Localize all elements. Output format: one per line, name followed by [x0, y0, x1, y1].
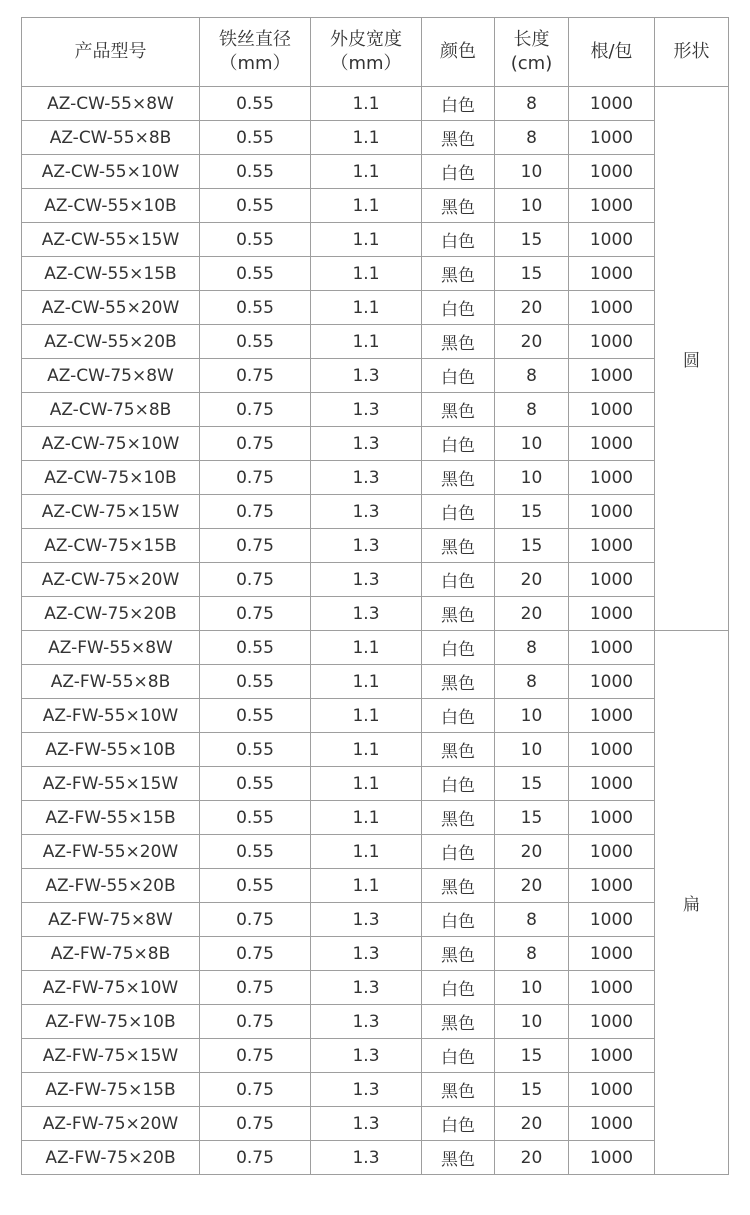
cell-jacket-width: 1.1	[311, 223, 422, 257]
cell-jacket-width: 1.1	[311, 801, 422, 835]
table-row	[22, 257, 729, 291]
cell-wire-diameter: 0.55	[200, 801, 311, 835]
cell-wire-diameter: 0.75	[200, 427, 311, 461]
cell-color: 白色	[422, 495, 495, 529]
cell-pcs-per-pack: 1000	[569, 223, 655, 257]
header-model-line: 产品型号	[74, 41, 147, 62]
cell-pcs-per-pack: 1000	[569, 189, 655, 223]
table-row	[22, 223, 729, 257]
cell-length: 10	[495, 155, 569, 189]
table-row	[22, 903, 729, 937]
cell-jacket-width: 1.1	[311, 631, 422, 665]
cell-pcs-per-pack: 1000	[569, 631, 655, 665]
cell-model: AZ-CW-75×15W	[22, 495, 200, 529]
header-wire-diameter-line: 铁丝直径	[219, 29, 291, 50]
cell-length: 8	[495, 87, 569, 121]
cell-model: AZ-FW-75×8W	[22, 903, 200, 937]
cell-length: 20	[495, 325, 569, 359]
cell-length: 20	[495, 1107, 569, 1141]
cell-pcs-per-pack: 1000	[569, 971, 655, 1005]
cell-wire-diameter: 0.55	[200, 835, 311, 869]
cell-length: 15	[495, 767, 569, 801]
cell-model: AZ-FW-55×15W	[22, 767, 200, 801]
cell-color: 黑色	[422, 665, 495, 699]
cell-color: 黑色	[422, 325, 495, 359]
cell-wire-diameter: 0.75	[200, 393, 311, 427]
cell-pcs-per-pack: 1000	[569, 155, 655, 189]
cell-pcs-per-pack: 1000	[569, 325, 655, 359]
cell-wire-diameter: 0.75	[200, 937, 311, 971]
cell-length: 8	[495, 359, 569, 393]
cell-jacket-width: 1.3	[311, 427, 422, 461]
table-row	[22, 325, 729, 359]
table-row	[22, 359, 729, 393]
cell-jacket-width: 1.3	[311, 971, 422, 1005]
cell-length: 8	[495, 121, 569, 155]
table-row	[22, 189, 729, 223]
cell-length: 10	[495, 427, 569, 461]
cell-length: 15	[495, 529, 569, 563]
cell-wire-diameter: 0.55	[200, 291, 311, 325]
cell-length: 20	[495, 869, 569, 903]
table-row	[22, 869, 729, 903]
cell-jacket-width: 1.1	[311, 121, 422, 155]
cell-model: AZ-CW-55×8B	[22, 121, 200, 155]
cell-length: 20	[495, 835, 569, 869]
cell-pcs-per-pack: 1000	[569, 665, 655, 699]
cell-wire-diameter: 0.75	[200, 1039, 311, 1073]
cell-length: 8	[495, 665, 569, 699]
cell-length: 8	[495, 631, 569, 665]
cell-pcs-per-pack: 1000	[569, 767, 655, 801]
cell-color: 白色	[422, 563, 495, 597]
table-row	[22, 393, 729, 427]
cell-wire-diameter: 0.55	[200, 189, 311, 223]
header-jacket-width	[311, 18, 422, 87]
cell-wire-diameter: 0.75	[200, 1141, 311, 1175]
header-length-line: (cm)	[510, 53, 553, 74]
cell-length: 20	[495, 563, 569, 597]
table-row	[22, 1107, 729, 1141]
cell-length: 15	[495, 223, 569, 257]
cell-color: 黑色	[422, 257, 495, 291]
table-row	[22, 937, 729, 971]
cell-pcs-per-pack: 1000	[569, 427, 655, 461]
cell-length: 10	[495, 461, 569, 495]
cell-jacket-width: 1.1	[311, 155, 422, 189]
cell-wire-diameter: 0.75	[200, 529, 311, 563]
cell-wire-diameter: 0.55	[200, 223, 311, 257]
cell-model: AZ-FW-75×15W	[22, 1039, 200, 1073]
cell-pcs-per-pack: 1000	[569, 461, 655, 495]
cell-pcs-per-pack: 1000	[569, 1005, 655, 1039]
table-row	[22, 155, 729, 189]
cell-wire-diameter: 0.75	[200, 1107, 311, 1141]
cell-jacket-width: 1.1	[311, 699, 422, 733]
cell-pcs-per-pack: 1000	[569, 597, 655, 631]
cell-color: 黑色	[422, 1005, 495, 1039]
cell-pcs-per-pack: 1000	[569, 495, 655, 529]
cell-wire-diameter: 0.55	[200, 155, 311, 189]
cell-color: 白色	[422, 631, 495, 665]
cell-jacket-width: 1.1	[311, 869, 422, 903]
cell-jacket-width: 1.3	[311, 1005, 422, 1039]
cell-length: 20	[495, 597, 569, 631]
cell-model: AZ-FW-55×8W	[22, 631, 200, 665]
cell-jacket-width: 1.3	[311, 937, 422, 971]
cell-pcs-per-pack: 1000	[569, 733, 655, 767]
cell-jacket-width: 1.3	[311, 529, 422, 563]
cell-model: AZ-FW-75×10B	[22, 1005, 200, 1039]
cell-jacket-width: 1.1	[311, 189, 422, 223]
cell-jacket-width: 1.3	[311, 495, 422, 529]
cell-color: 黑色	[422, 937, 495, 971]
table-row	[22, 427, 729, 461]
cell-wire-diameter: 0.75	[200, 563, 311, 597]
cell-jacket-width: 1.3	[311, 903, 422, 937]
cell-model: AZ-CW-75×20B	[22, 597, 200, 631]
cell-model: AZ-FW-55×10W	[22, 699, 200, 733]
cell-wire-diameter: 0.55	[200, 325, 311, 359]
cell-wire-diameter: 0.75	[200, 597, 311, 631]
cell-wire-diameter: 0.75	[200, 903, 311, 937]
cell-model: AZ-FW-55×20W	[22, 835, 200, 869]
cell-pcs-per-pack: 1000	[569, 87, 655, 121]
cell-pcs-per-pack: 1000	[569, 1073, 655, 1107]
cell-wire-diameter: 0.55	[200, 767, 311, 801]
header-wire-diameter-line: （mm）	[219, 53, 291, 74]
header-pcs-per-pack-line: 根/包	[590, 41, 633, 62]
cell-color: 黑色	[422, 801, 495, 835]
cell-color: 白色	[422, 1107, 495, 1141]
cell-color: 白色	[422, 87, 495, 121]
header-pcs-per-pack	[569, 18, 655, 87]
cell-model: AZ-FW-55×8B	[22, 665, 200, 699]
table-row	[22, 563, 729, 597]
cell-model: AZ-FW-75×8B	[22, 937, 200, 971]
header-color-line: 颜色	[440, 41, 476, 62]
table-row	[22, 495, 729, 529]
cell-wire-diameter: 0.75	[200, 359, 311, 393]
cell-jacket-width: 1.1	[311, 665, 422, 699]
cell-model: AZ-CW-55×8W	[22, 87, 200, 121]
cell-model: AZ-FW-75×20W	[22, 1107, 200, 1141]
cell-color: 黑色	[422, 1141, 495, 1175]
cell-length: 20	[495, 1141, 569, 1175]
header-shape	[655, 18, 729, 87]
cell-jacket-width: 1.1	[311, 733, 422, 767]
header-shape-line: 形状	[673, 41, 710, 62]
cell-pcs-per-pack: 1000	[569, 801, 655, 835]
cell-pcs-per-pack: 1000	[569, 529, 655, 563]
cell-model: AZ-CW-75×10B	[22, 461, 200, 495]
cell-color: 白色	[422, 155, 495, 189]
cell-wire-diameter: 0.75	[200, 461, 311, 495]
table-row	[22, 835, 729, 869]
cell-pcs-per-pack: 1000	[569, 393, 655, 427]
cell-length: 15	[495, 1073, 569, 1107]
header-length	[495, 18, 569, 87]
cell-wire-diameter: 0.55	[200, 257, 311, 291]
header-row	[22, 18, 729, 87]
table-row	[22, 631, 729, 665]
table-row	[22, 597, 729, 631]
cell-color: 黑色	[422, 869, 495, 903]
cell-jacket-width: 1.3	[311, 461, 422, 495]
cell-color: 黑色	[422, 597, 495, 631]
cell-jacket-width: 1.3	[311, 1141, 422, 1175]
header-jacket-width-line: （mm）	[330, 53, 402, 74]
cell-length: 15	[495, 801, 569, 835]
cell-jacket-width: 1.3	[311, 393, 422, 427]
cell-color: 白色	[422, 427, 495, 461]
cell-color: 黑色	[422, 529, 495, 563]
cell-wire-diameter: 0.55	[200, 631, 311, 665]
cell-jacket-width: 1.3	[311, 1039, 422, 1073]
cell-color: 白色	[422, 971, 495, 1005]
table-row	[22, 1005, 729, 1039]
cell-color: 白色	[422, 767, 495, 801]
table-row	[22, 665, 729, 699]
cell-color: 黑色	[422, 393, 495, 427]
cell-jacket-width: 1.3	[311, 1073, 422, 1107]
cell-model: AZ-CW-75×8W	[22, 359, 200, 393]
table-row	[22, 767, 729, 801]
cell-length: 10	[495, 733, 569, 767]
cell-model: AZ-FW-55×20B	[22, 869, 200, 903]
cell-pcs-per-pack: 1000	[569, 835, 655, 869]
cell-color: 白色	[422, 835, 495, 869]
cell-jacket-width: 1.1	[311, 257, 422, 291]
cell-jacket-width: 1.1	[311, 87, 422, 121]
cell-length: 8	[495, 937, 569, 971]
cell-wire-diameter: 0.75	[200, 971, 311, 1005]
cell-wire-diameter: 0.55	[200, 121, 311, 155]
cell-model: AZ-FW-75×20B	[22, 1141, 200, 1175]
cell-color: 白色	[422, 291, 495, 325]
cell-pcs-per-pack: 1000	[569, 1141, 655, 1175]
cell-pcs-per-pack: 1000	[569, 699, 655, 733]
cell-length: 15	[495, 257, 569, 291]
cell-wire-diameter: 0.75	[200, 1005, 311, 1039]
cell-color: 白色	[422, 903, 495, 937]
table-row	[22, 461, 729, 495]
cell-model: AZ-CW-55×20B	[22, 325, 200, 359]
cell-wire-diameter: 0.55	[200, 869, 311, 903]
cell-wire-diameter: 0.55	[200, 665, 311, 699]
cell-model: AZ-CW-75×20W	[22, 563, 200, 597]
cell-pcs-per-pack: 1000	[569, 291, 655, 325]
cell-wire-diameter: 0.55	[200, 733, 311, 767]
cell-pcs-per-pack: 1000	[569, 937, 655, 971]
cell-color: 黑色	[422, 1073, 495, 1107]
table-row	[22, 1073, 729, 1107]
cell-model: AZ-CW-55×20W	[22, 291, 200, 325]
cell-wire-diameter: 0.55	[200, 699, 311, 733]
table-row	[22, 529, 729, 563]
cell-jacket-width: 1.1	[311, 325, 422, 359]
cell-jacket-width: 1.1	[311, 291, 422, 325]
cell-color: 黑色	[422, 461, 495, 495]
table-row	[22, 971, 729, 1005]
cell-model: AZ-FW-55×15B	[22, 801, 200, 835]
table-row	[22, 733, 729, 767]
cell-color: 白色	[422, 359, 495, 393]
cell-model: AZ-FW-75×15B	[22, 1073, 200, 1107]
cell-pcs-per-pack: 1000	[569, 359, 655, 393]
table-row	[22, 1039, 729, 1073]
cell-model: AZ-CW-75×10W	[22, 427, 200, 461]
cell-length: 10	[495, 189, 569, 223]
cell-pcs-per-pack: 1000	[569, 121, 655, 155]
cell-wire-diameter: 0.75	[200, 495, 311, 529]
cell-pcs-per-pack: 1000	[569, 563, 655, 597]
header-color	[422, 18, 495, 87]
table-row	[22, 801, 729, 835]
cell-color: 黑色	[422, 733, 495, 767]
cell-wire-diameter: 0.55	[200, 87, 311, 121]
cell-color: 白色	[422, 223, 495, 257]
cell-model: AZ-CW-55×10B	[22, 189, 200, 223]
spec-table-header	[22, 18, 729, 87]
cell-jacket-width: 1.3	[311, 1107, 422, 1141]
cell-length: 15	[495, 1039, 569, 1073]
cell-model: AZ-FW-75×10W	[22, 971, 200, 1005]
table-row	[22, 1141, 729, 1175]
cell-model: AZ-CW-75×8B	[22, 393, 200, 427]
cell-jacket-width: 1.1	[311, 767, 422, 801]
cell-length: 8	[495, 903, 569, 937]
header-length-line: 长度	[513, 29, 550, 50]
table-row	[22, 291, 729, 325]
cell-length: 15	[495, 495, 569, 529]
cell-length: 10	[495, 1005, 569, 1039]
cell-length: 10	[495, 699, 569, 733]
cell-shape: 扁	[655, 631, 729, 1175]
cell-model: AZ-CW-75×15B	[22, 529, 200, 563]
header-jacket-width-line: 外皮宽度	[330, 29, 402, 50]
cell-pcs-per-pack: 1000	[569, 1107, 655, 1141]
header-model	[22, 18, 200, 87]
cell-model: AZ-CW-55×15W	[22, 223, 200, 257]
cell-jacket-width: 1.3	[311, 359, 422, 393]
table-row	[22, 699, 729, 733]
header-wire-diameter	[200, 18, 311, 87]
cell-model: AZ-CW-55×15B	[22, 257, 200, 291]
spec-table	[21, 17, 729, 1175]
cell-pcs-per-pack: 1000	[569, 869, 655, 903]
spec-table-body	[22, 87, 729, 1175]
cell-shape: 圆	[655, 87, 729, 631]
cell-length: 20	[495, 291, 569, 325]
cell-jacket-width: 1.3	[311, 563, 422, 597]
cell-color: 黑色	[422, 121, 495, 155]
cell-color: 黑色	[422, 189, 495, 223]
cell-pcs-per-pack: 1000	[569, 1039, 655, 1073]
cell-pcs-per-pack: 1000	[569, 903, 655, 937]
cell-jacket-width: 1.1	[311, 835, 422, 869]
table-row	[22, 87, 729, 121]
cell-model: AZ-FW-55×10B	[22, 733, 200, 767]
cell-length: 10	[495, 971, 569, 1005]
cell-color: 白色	[422, 699, 495, 733]
cell-pcs-per-pack: 1000	[569, 257, 655, 291]
cell-jacket-width: 1.3	[311, 597, 422, 631]
table-row	[22, 121, 729, 155]
cell-length: 8	[495, 393, 569, 427]
cell-model: AZ-CW-55×10W	[22, 155, 200, 189]
cell-wire-diameter: 0.75	[200, 1073, 311, 1107]
cell-color: 白色	[422, 1039, 495, 1073]
